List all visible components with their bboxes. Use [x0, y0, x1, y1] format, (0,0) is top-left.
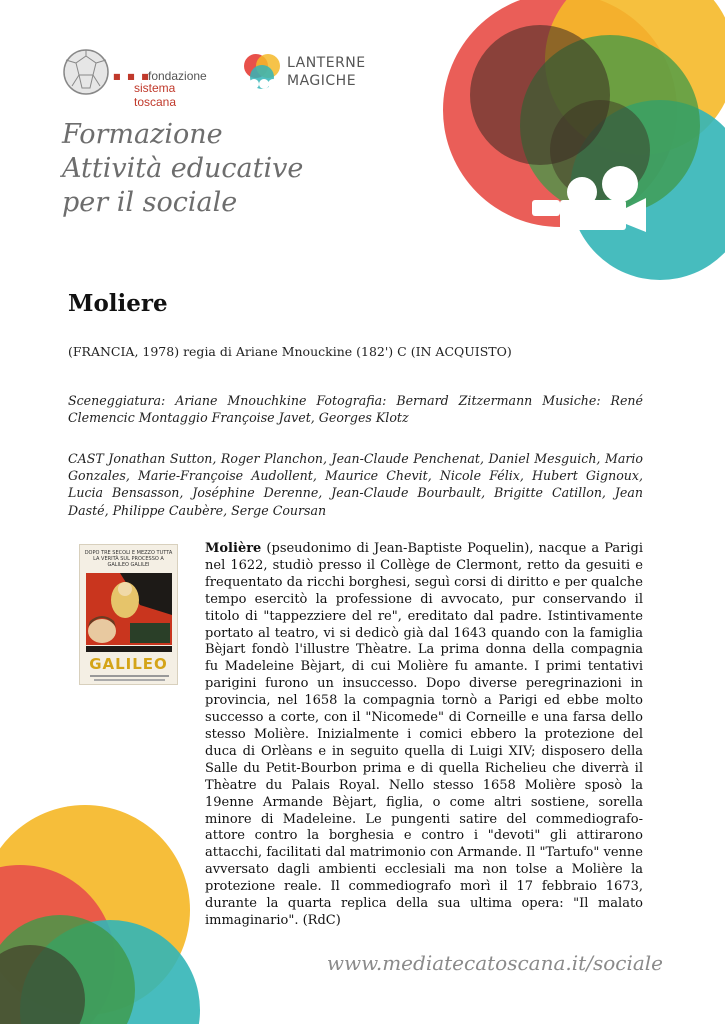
lanterne-icon: [240, 50, 284, 94]
biography-text: (pseudonimo di Jean-Baptiste Poquelin), nacque a Parigi nel 1622, studiò presso il Collège de Clermont, retto da gesuiti e frequentato da ricchi borghesi, seguì corsi di diritto e per qualche tempo esercitò la professione di avvocato, pur conservando il titolo di "tappezziere del re", ereditato dal padre. Istintivamente portato al teatro, vi si dedicò già dal 1643 quando con la famiglia Bèjart fondò l'illustre Thèatre. La prima donna della compagnia fu Madeleine Bèjart, di cui Molière fu amante. I primi tentativi parigini furono un insuccesso. Dopo diverse peregrinazioni in provincia, nel 1658 la compagnia tornò a Parigi ed ebbe molto successo a corte, con il "Nicomede" di Corneille e una farsa dello stesso Molière. Inizialmente i comici ebbero la protezione del duca di Orlèans e in seguito quella di Luigi XIV; disposero della Salle du Petit-Bourbon prima e di quella Richelieu che diverrà il Thèatre du Palais Royal. Nello stesso 1658 Molière sposò la 19enne Armande Bèjart, figlia, o come altri sostiene, sorella minore di Madeleine. Le pungenti satire del commediografo-attore contro la borghesia e contro i "devoti" gli attirarono attacchi, facilitati dal matrimonio con Armande. Il "Tartufo" venne avversato dagli ambienti ecclesiali ma non tolse a Molière la protezione reale. Il commediografo morì il 17 febbraio 1673, durante la quarta replica della sua ultima opera: "Il malato immaginario". (RdC): [205, 541, 643, 928]
fondazione-label: fondazione: [148, 69, 207, 83]
logo-squares: ■ ■ ■: [113, 72, 151, 81]
sistema-toscana-label: sistema toscana: [134, 81, 177, 109]
lanterne-magiche-logo: [240, 50, 370, 100]
magiche-label: MAGICHE: [287, 73, 357, 89]
geodesic-sphere-icon: [62, 48, 110, 96]
section-title-line: per il sociale: [62, 187, 238, 218]
poster-tagline: DOPO TRE SECOLI E MEZZO TUTTA LA VERITÀ SUL PROCESSO A GALILEO GALILEI: [84, 550, 173, 568]
film-cast: CAST Jonathan Sutton, Roger Planchon, Jean-Claude Penchenat, Daniel Mesguich, Mario Gonzales, Marie-Françoise Audollent, Maurice Chevit, Nicole Félix, Hubert Gignoux, Lucia Bensasson, Joséphine Derenne, Jean-Claude Bourbault, Brigitte Catillon, Jean Dasté, Philippe Caubère, Serge Coursan: [68, 451, 643, 518]
section-title: [62, 118, 303, 220]
section-title-line: Formazione: [62, 119, 223, 150]
poster-title: GALILEO: [89, 655, 168, 673]
section-title-line: Attività educative: [62, 153, 304, 184]
biography: [205, 541, 643, 930]
film-credits: Sceneggiatura: Ariane Mnouchkine Fotografia: Bernard Zitzermann Musiche: René Clemencic Montaggio Françoise Javet, Georges Klotz: [68, 393, 643, 425]
biography-lead: Molière: [205, 541, 262, 556]
footer-url[interactable]: www.mediatecatoscana.it/sociale: [326, 951, 663, 975]
film-meta: (FRANCIA, 1978) regia di Ariane Mnouckine (182') C (IN ACQUISTO): [68, 344, 512, 359]
lanterne-label: LANTERNE: [287, 55, 366, 71]
film-poster: [79, 544, 178, 685]
film-title: Moliere: [68, 290, 168, 317]
fondazione-logo: [62, 48, 212, 109]
